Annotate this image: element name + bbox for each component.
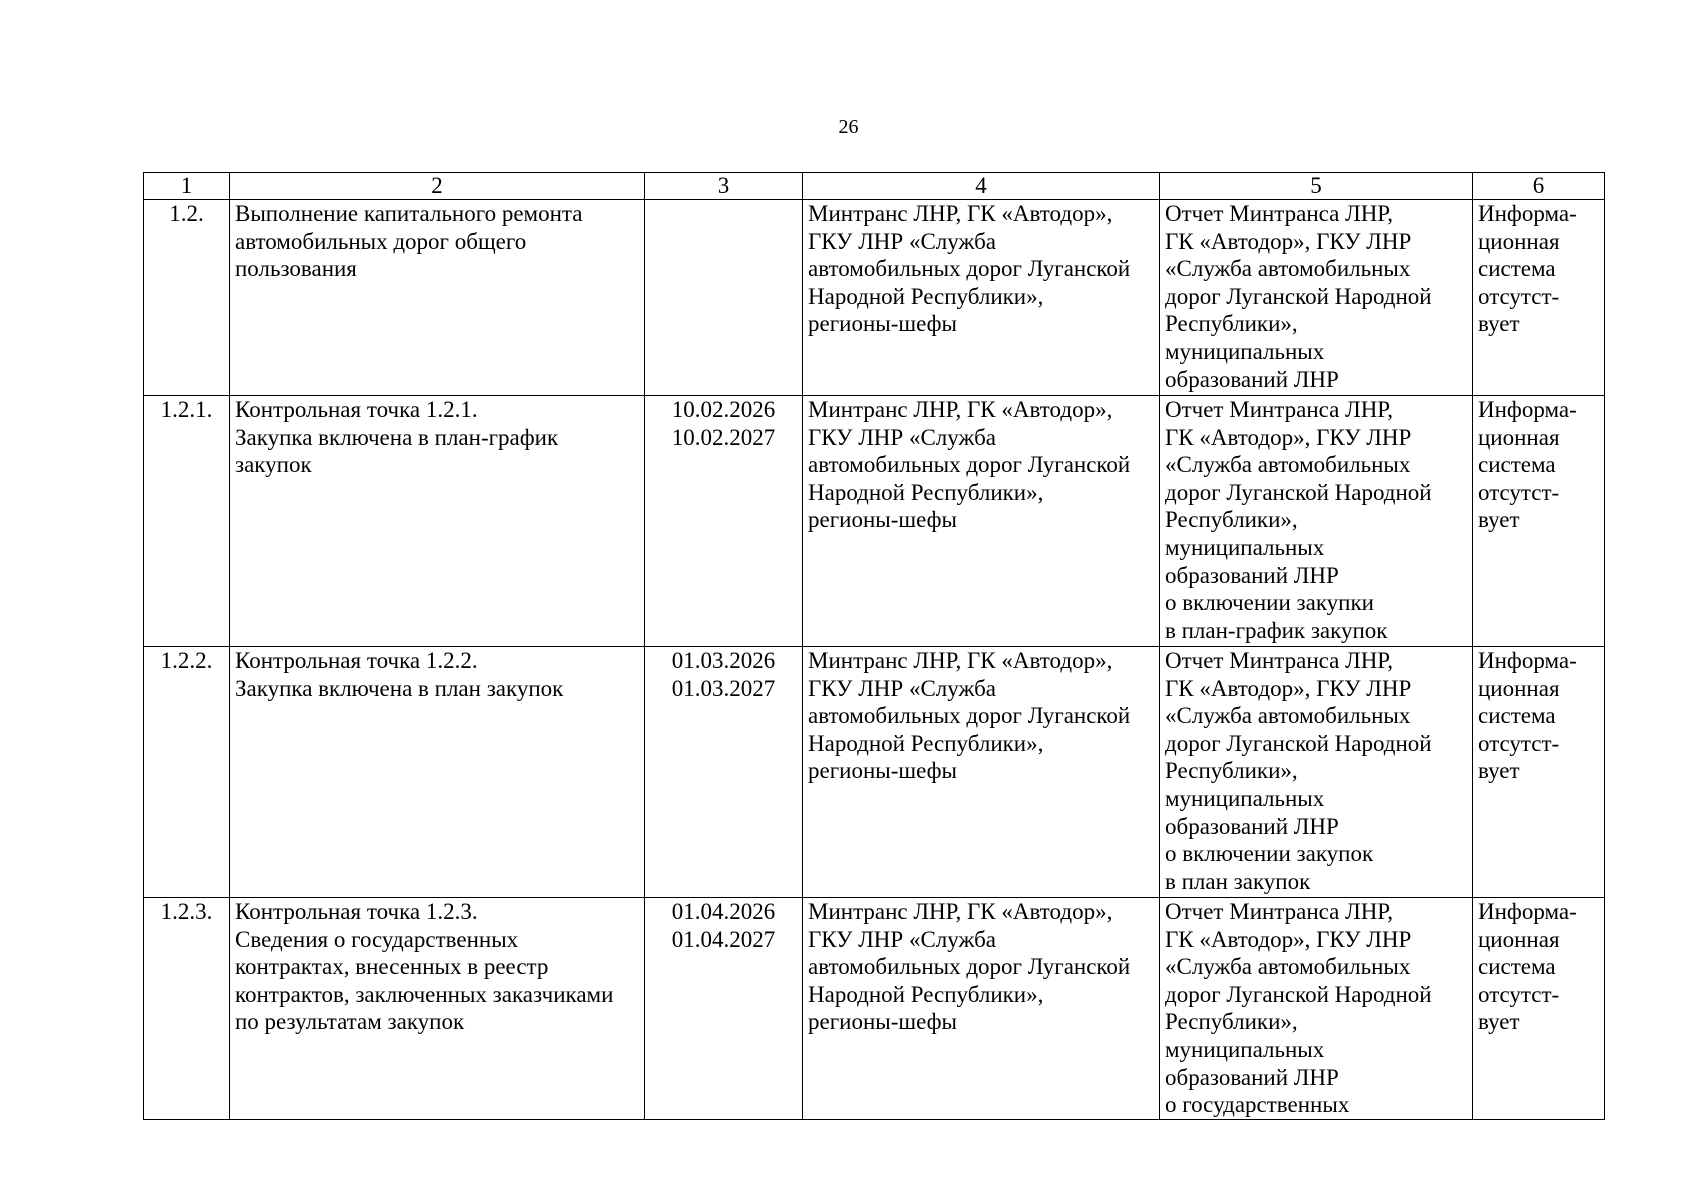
cell-line: пользования — [235, 256, 357, 282]
cell-line: автомобильных дорог Луганской — [808, 256, 1131, 282]
document-cell — [1160, 396, 1473, 647]
cell-line: ГК «Автодор», ГКУ ЛНР — [1165, 424, 1412, 450]
cell-line: автомобильных дорог Луганской — [808, 452, 1131, 478]
cell-line: «Служба автомобильных — [1165, 452, 1411, 478]
cell-line: 01.03.2027 — [671, 675, 776, 701]
table-row — [144, 200, 1605, 396]
table-row — [144, 647, 1605, 898]
cell-line: муниципальных — [1165, 1036, 1325, 1062]
table-row — [144, 396, 1605, 647]
cell-line: дорог Луганской Народной — [1165, 730, 1432, 756]
info-system-cell — [1473, 647, 1605, 898]
responsible-cell — [803, 898, 1160, 1120]
cell-line: муниципальных — [1165, 338, 1325, 364]
info-system-cell — [1473, 200, 1605, 396]
cell-line: регионы-шефы — [808, 311, 957, 337]
cell-line: дорог Луганской Народной — [1165, 479, 1432, 505]
cell-line: Народной Республики», — [808, 283, 1044, 309]
column-header: 6 — [1473, 173, 1605, 200]
cell-line: вует — [1478, 311, 1520, 337]
cell-line: Информа- — [1478, 201, 1577, 226]
cell-line: ГК «Автодор», ГКУ ЛНР — [1165, 675, 1412, 701]
cell-line: муниципальных — [1165, 785, 1325, 811]
cell-line: регионы-шефы — [808, 507, 957, 533]
cell-line: Информа- — [1478, 397, 1577, 422]
cell-line: Народной Республики», — [808, 981, 1044, 1007]
cell-line: ционная — [1478, 926, 1560, 952]
cell-line: ГКУ ЛНР «Служба — [808, 926, 996, 952]
cell-line: система — [1478, 256, 1556, 282]
cell-line: 10.02.2026 — [671, 397, 776, 422]
cell-line: Отчет Минтранса ЛНР, — [1165, 397, 1393, 422]
dates-cell — [645, 898, 803, 1120]
cell-line: о государственных — [1165, 1092, 1350, 1118]
column-header: 2 — [230, 173, 645, 200]
document-cell — [1160, 200, 1473, 396]
cell-line: о включении закупок — [1165, 841, 1374, 867]
cell-line: дорог Луганской Народной — [1165, 283, 1432, 309]
cell-line: дорог Луганской Народной — [1165, 981, 1432, 1007]
cell-line: вует — [1478, 1009, 1520, 1035]
cell-line: Республики», — [1165, 1009, 1298, 1035]
cell-line: Отчет Минтранса ЛНР, — [1165, 899, 1393, 924]
cell-line: Информа- — [1478, 648, 1577, 673]
cell-line: Минтранс ЛНР, ГК «Автодор», — [808, 201, 1113, 226]
cell-line: регионы-шефы — [808, 758, 957, 784]
cell-line: 01.04.2027 — [671, 926, 776, 952]
item-name-cell — [230, 200, 645, 396]
cell-line: 01.04.2026 — [671, 899, 776, 924]
cell-line: регионы-шефы — [808, 1009, 957, 1035]
cell-line: контрактах, внесенных в реестр — [235, 954, 549, 980]
cell-line: отсутст- — [1478, 479, 1560, 505]
responsible-cell — [803, 647, 1160, 898]
page-number: 26 — [838, 116, 859, 138]
cell-line: ционная — [1478, 675, 1560, 701]
item-name-cell — [230, 647, 645, 898]
dates-cell — [645, 647, 803, 898]
cell-line: образований ЛНР — [1165, 813, 1339, 839]
item-number-cell: 1.2.3. — [144, 898, 230, 1120]
column-header: 3 — [645, 173, 803, 200]
cell-line: о включении закупки — [1165, 590, 1374, 616]
cell-line: отсутст- — [1478, 730, 1560, 756]
cell-line: Республики», — [1165, 311, 1298, 337]
info-system-cell — [1473, 396, 1605, 647]
info-system-cell — [1473, 898, 1605, 1120]
cell-line: Народной Республики», — [808, 479, 1044, 505]
cell-line: Минтранс ЛНР, ГК «Автодор», — [808, 899, 1113, 924]
cell-line: Отчет Минтранса ЛНР, — [1165, 201, 1393, 226]
document-cell — [1160, 898, 1473, 1120]
cell-line: 01.03.2026 — [671, 648, 776, 673]
item-number-cell: 1.2.2. — [144, 647, 230, 898]
cell-line: система — [1478, 703, 1556, 729]
cell-line: «Служба автомобильных — [1165, 954, 1411, 980]
cell-line: Народной Республики», — [808, 730, 1044, 756]
document-cell — [1160, 647, 1473, 898]
cell-line: ГКУ ЛНР «Служба — [808, 675, 996, 701]
responsible-cell — [803, 200, 1160, 396]
cell-line: вует — [1478, 758, 1520, 784]
item-number-cell: 1.2.1. — [144, 396, 230, 647]
cell-line: Закупка включена в план-график — [235, 424, 559, 450]
cell-line: отсутст- — [1478, 283, 1560, 309]
cell-line: Республики», — [1165, 758, 1298, 784]
activity-table — [143, 172, 1605, 1120]
dates-cell — [645, 396, 803, 647]
cell-line: Сведения о государственных — [235, 926, 519, 952]
column-header: 1 — [144, 173, 230, 200]
table-row — [144, 898, 1605, 1120]
cell-line: образований ЛНР — [1165, 1064, 1339, 1090]
cell-line: система — [1478, 954, 1556, 980]
cell-line: Минтранс ЛНР, ГК «Автодор», — [808, 397, 1113, 422]
cell-line: по результатам закупок — [235, 1009, 465, 1035]
cell-line: «Служба автомобильных — [1165, 256, 1411, 282]
item-name-cell — [230, 898, 645, 1120]
dates-cell — [645, 200, 803, 396]
cell-line: контрактов, заключенных заказчиками — [235, 981, 614, 1007]
cell-line: муниципальных — [1165, 534, 1325, 560]
cell-line: ГКУ ЛНР «Служба — [808, 228, 996, 254]
cell-line: ГК «Автодор», ГКУ ЛНР — [1165, 926, 1412, 952]
cell-line: Контрольная точка 1.2.3. — [235, 899, 478, 924]
item-name-cell — [230, 396, 645, 647]
column-header: 5 — [1160, 173, 1473, 200]
cell-line: в план-график закупок — [1165, 617, 1388, 643]
cell-line: Контрольная точка 1.2.1. — [235, 397, 478, 422]
cell-line: закупок — [235, 452, 312, 478]
cell-line: ционная — [1478, 424, 1560, 450]
cell-line: система — [1478, 452, 1556, 478]
cell-line: Отчет Минтранса ЛНР, — [1165, 648, 1393, 673]
cell-line: ционная — [1478, 228, 1560, 254]
cell-line: Закупка включена в план закупок — [235, 675, 564, 701]
item-number-cell: 1.2. — [144, 200, 230, 396]
cell-line: Минтранс ЛНР, ГК «Автодор», — [808, 648, 1113, 673]
cell-line: вует — [1478, 507, 1520, 533]
cell-line: автомобильных дорог Луганской — [808, 954, 1131, 980]
cell-line: образований ЛНР — [1165, 366, 1339, 392]
cell-line: автомобильных дорог Луганской — [808, 703, 1131, 729]
table-header-row — [144, 173, 1605, 200]
cell-line: Контрольная точка 1.2.2. — [235, 648, 478, 673]
cell-line: Информа- — [1478, 899, 1577, 924]
cell-line: «Служба автомобильных — [1165, 703, 1411, 729]
cell-line: Республики», — [1165, 507, 1298, 533]
responsible-cell — [803, 396, 1160, 647]
cell-line: ГКУ ЛНР «Служба — [808, 424, 996, 450]
cell-line: автомобильных дорог общего — [235, 228, 527, 254]
cell-line: Выполнение капитального ремонта — [235, 201, 583, 226]
column-header: 4 — [803, 173, 1160, 200]
cell-line: образований ЛНР — [1165, 562, 1339, 588]
cell-line: 10.02.2027 — [671, 424, 776, 450]
cell-line: ГК «Автодор», ГКУ ЛНР — [1165, 228, 1412, 254]
cell-line: отсутст- — [1478, 981, 1560, 1007]
cell-line: в план закупок — [1165, 868, 1311, 894]
